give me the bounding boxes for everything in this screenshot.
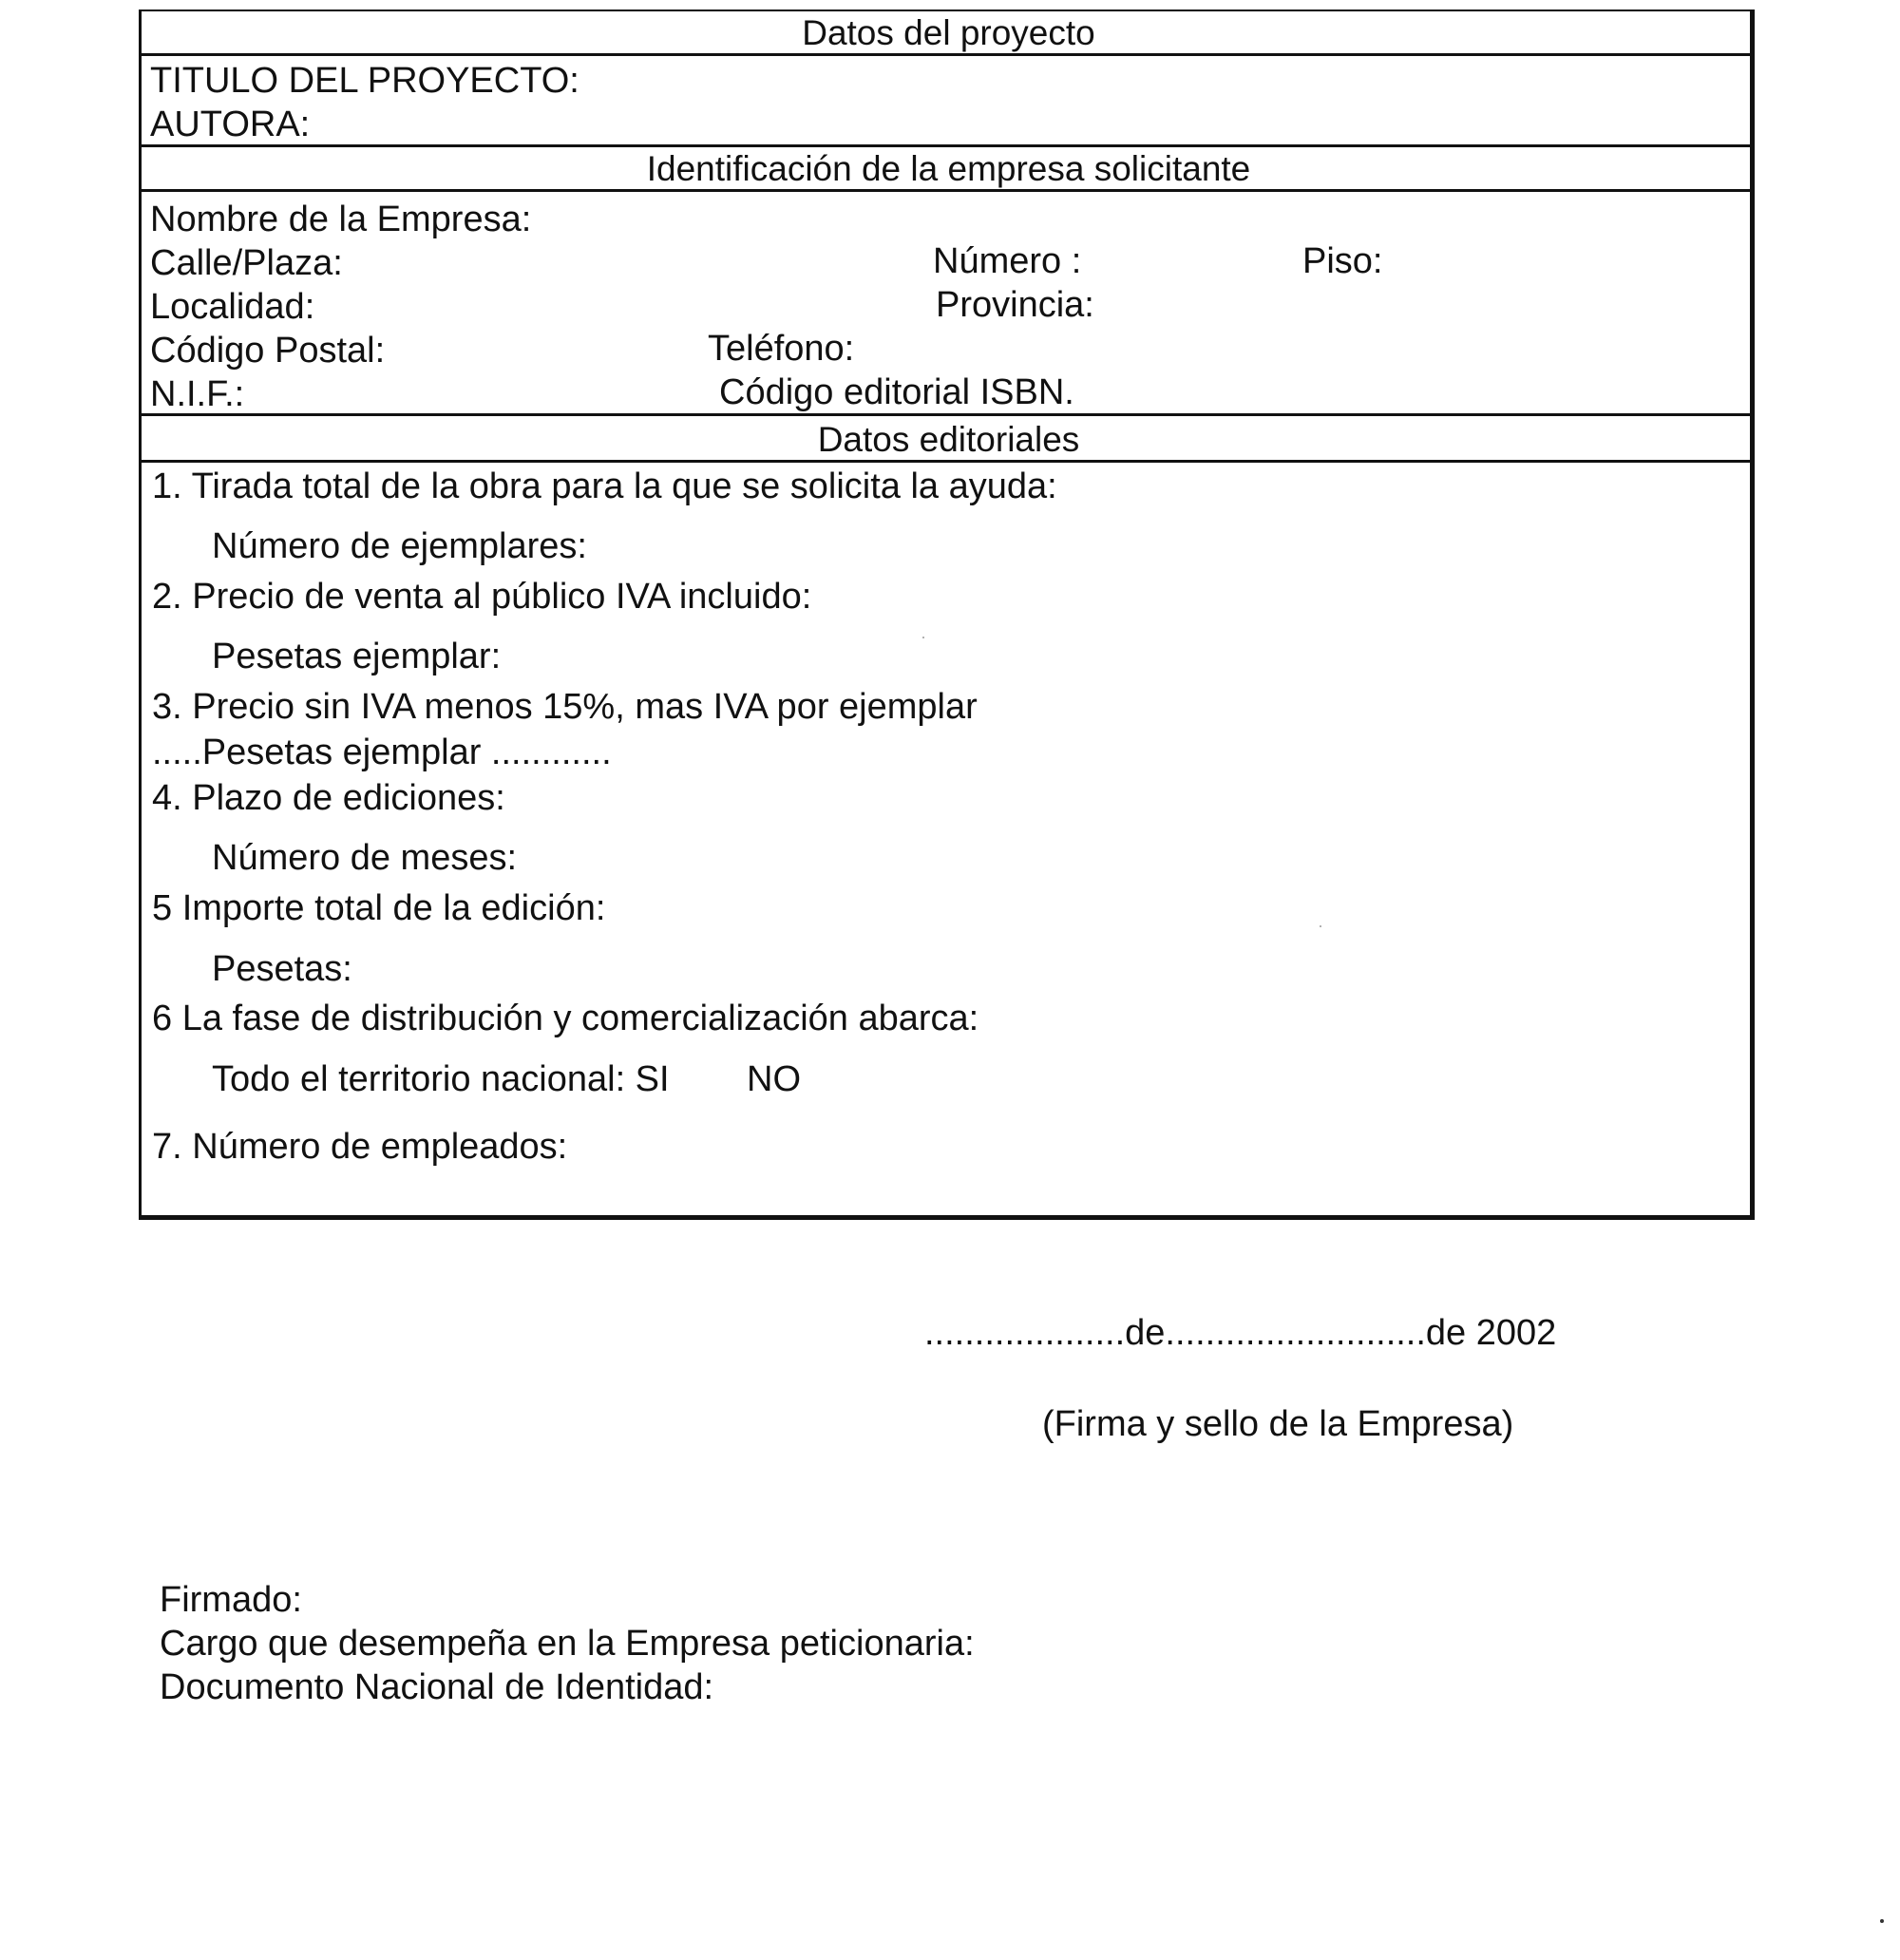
street-label: Calle/Plaza: <box>150 243 343 283</box>
editorial-item-3: 3. Precio sin IVA menos 15%, mas IVA por ejemplar <box>152 687 978 727</box>
divider <box>139 413 1755 416</box>
editorial-item-1-sub: Número de ejemplares: <box>212 526 587 566</box>
editorial-item-6: 6 La fase de distribución y comercialización abarca: <box>152 999 979 1038</box>
date-line: ....................de..........................de 2002 <box>924 1313 1557 1353</box>
editorial-item-2: 2. Precio de venta al público IVA incluido: <box>152 577 812 617</box>
number-label: Número : <box>933 241 1082 281</box>
position-label: Cargo que desempeña en la Empresa peticionaria: <box>160 1624 975 1664</box>
editorial-item-3-sub: .....Pesetas ejemplar ............ <box>152 733 612 772</box>
id-label: Documento Nacional de Identidad: <box>160 1667 714 1707</box>
section-header-project: Datos del proyecto <box>802 13 1095 52</box>
divider <box>139 144 1755 147</box>
nif-label: N.I.F.: <box>150 374 245 414</box>
phone-label: Teléfono: <box>708 329 855 369</box>
editorial-item-6-no: NO <box>747 1059 801 1099</box>
company-name-label: Nombre de la Empresa: <box>150 200 532 239</box>
editorial-item-5-sub: Pesetas: <box>212 949 352 989</box>
locality-label: Localidad: <box>150 287 315 327</box>
province-label: Provincia: <box>936 285 1094 325</box>
section-header-company: Identificación de la empresa solicitante <box>646 149 1251 188</box>
editorial-item-5: 5 Importe total de la edición: <box>152 888 606 928</box>
signed-label: Firmado: <box>160 1580 302 1620</box>
editorial-item-2-sub: Pesetas ejemplar: <box>212 637 502 676</box>
divider <box>139 189 1755 192</box>
project-title-label: TITULO DEL PROYECTO: <box>150 61 580 101</box>
scan-speck <box>922 637 924 638</box>
project-author-label: AUTORA: <box>150 105 311 144</box>
floor-label: Piso: <box>1302 241 1383 281</box>
editorial-item-7: 7. Número de empleados: <box>152 1127 568 1167</box>
postal-code-label: Código Postal: <box>150 331 386 371</box>
section-header-editorial: Datos editoriales <box>817 420 1080 459</box>
editorial-item-1: 1. Tirada total de la obra para la que se solicita la ayuda: <box>152 466 1057 506</box>
stamp-note: (Firma y sello de la Empresa) <box>1042 1404 1514 1444</box>
editorial-item-4: 4. Plazo de ediciones: <box>152 778 505 818</box>
divider <box>139 53 1755 56</box>
divider <box>139 460 1755 463</box>
scan-speck <box>1320 925 1321 927</box>
isbn-label: Código editorial ISBN. <box>719 372 1074 412</box>
scan-speck <box>1880 1919 1884 1923</box>
editorial-item-4-sub: Número de meses: <box>212 838 518 878</box>
editorial-item-6-sub: Todo el territorio nacional: SI <box>212 1059 670 1099</box>
